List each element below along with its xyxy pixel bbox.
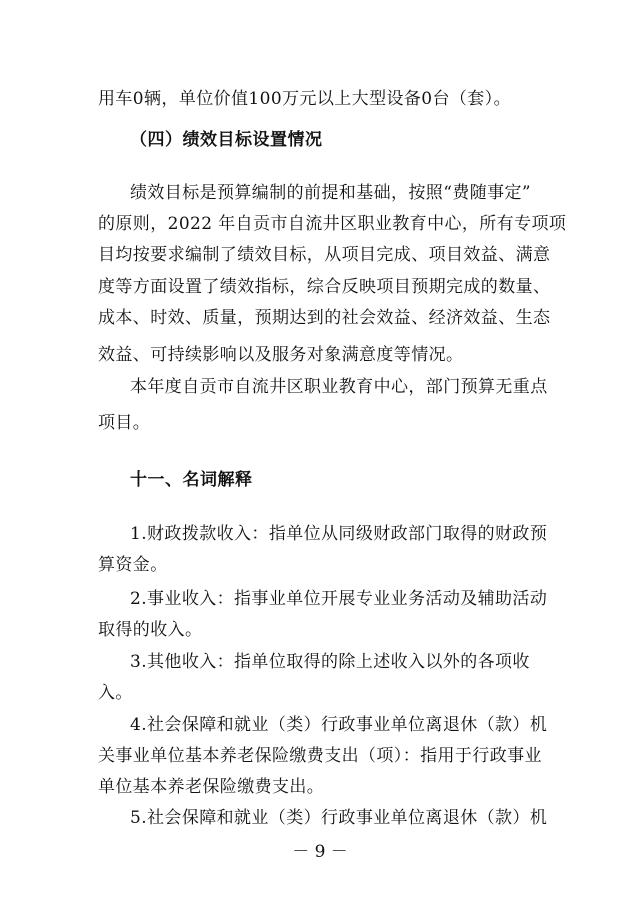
term-line: 3.其他收入：指单位取得的除上述收入以外的各项收 (130, 652, 530, 672)
term-line: 2.事业收入：指事业单位开展专业业务活动及辅助活动 (130, 589, 548, 609)
term-line: 关事业单位基本养老保险缴费支出（项）：指用于行政事业 (98, 746, 542, 766)
page-number: － 9 － (292, 842, 348, 862)
term-line: 1.财政拨款收入：指单位从同级财政部门取得的财政预 (130, 524, 548, 544)
term-line: 4.社会保障和就业（类）行政事业单位离退休（款）机 (130, 715, 548, 735)
paragraph-line: 度等方面设置了绩效指标，综合反映项目预期完成的数量、 (98, 277, 551, 297)
section-heading: 十一、名词解释 (130, 470, 253, 490)
term-line: 算资金。 (98, 555, 168, 575)
term-line: 单位基本养老保险缴费支出。 (98, 777, 325, 797)
term-line: 入。 (98, 683, 133, 703)
section-heading: （四）绩效目标设置情况 (130, 130, 323, 150)
paragraph-line: 绩效目标是预算编制的前提和基础，按照“费随事定” (130, 183, 531, 203)
text-line: 用车0辆，单位价值100万元以上大型设备0台（套）。 (98, 89, 511, 109)
paragraph-line: 效益、可持续影响以及服务对象满意度等情况。 (98, 345, 464, 365)
paragraph-line: 目均按要求编制了绩效目标，从项目完成、项目效益、满意 (98, 245, 551, 265)
paragraph-line: 项目。 (98, 413, 151, 433)
term-line: 5.社会保障和就业（类）行政事业单位离退休（款）机 (130, 808, 548, 828)
paragraph-line: 的原则，2022 年自贡市自流井区职业教育中心，所有专项项 (98, 214, 567, 234)
term-line: 取得的收入。 (98, 620, 203, 640)
paragraph-line: 本年度自贡市自流井区职业教育中心，部门预算无重点 (130, 377, 548, 397)
paragraph-line: 成本、时效、质量，预期达到的社会效益、经济效益、生态 (98, 308, 551, 328)
